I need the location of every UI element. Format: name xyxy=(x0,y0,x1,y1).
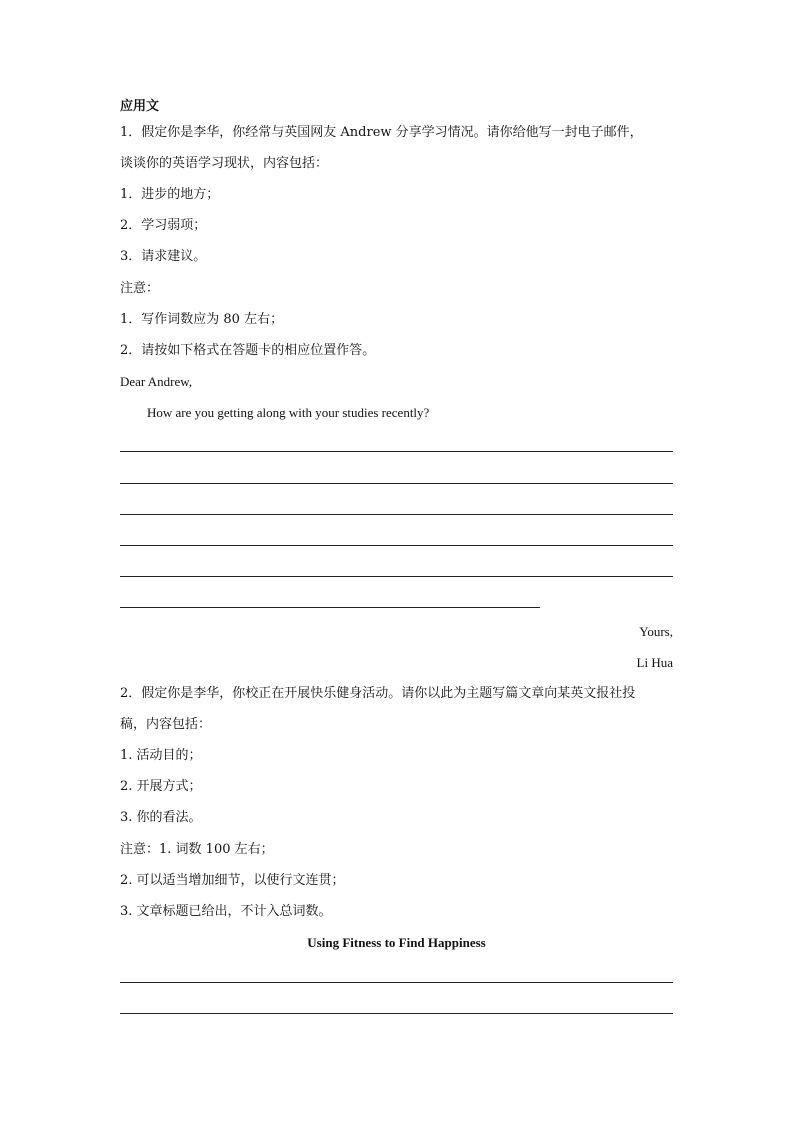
task2-prompt-line2: 稿，内容包括： xyxy=(120,717,212,732)
essay-title: Using Fitness to Find Happiness xyxy=(307,935,486,950)
answer-line xyxy=(120,576,673,577)
task1-note-1: 1．写作词数应为 80 左右； xyxy=(120,312,284,327)
task1-point-1: 1．进步的地方； xyxy=(120,187,220,202)
task2-point-3: 3. 你的看法。 xyxy=(120,810,202,825)
task2-point-2: 2. 开展方式； xyxy=(120,779,202,794)
answer-line xyxy=(120,1013,673,1014)
answer-line-short xyxy=(120,607,540,608)
letter-opening-sentence: How are you getting along with your studies recently? xyxy=(147,405,430,420)
task1-point-3: 3．请求建议。 xyxy=(120,249,207,264)
task2-point-1: 1. 活动目的； xyxy=(120,748,202,763)
letter-closing: Yours, xyxy=(639,624,673,639)
answer-line xyxy=(120,483,673,484)
answer-line xyxy=(120,982,673,983)
task1-prompt-line1: 1．假定你是李华，你经常与英国网友 Andrew 分享学习情况。请你给他写一封电子邮件， xyxy=(120,125,643,140)
task2-note-2: 2. 可以适当增加细节，以使行文连贯； xyxy=(120,873,345,888)
task2-note-3: 3. 文章标题已给出，不计入总词数。 xyxy=(120,904,332,919)
task1-note-label: 注意： xyxy=(120,281,160,296)
task2-note-1: 注意：1. 词数 100 左右； xyxy=(120,842,274,857)
letter-signature: Li Hua xyxy=(636,655,673,670)
task1-prompt-line2: 谈谈你的英语学习现状，内容包括： xyxy=(120,156,329,171)
task2-prompt-line1: 2．假定你是李华，你校正在开展快乐健身活动。请你以此为主题写篇文章向某英文报社投 xyxy=(120,686,636,701)
section-title: 应用文 xyxy=(120,99,160,114)
letter-greeting: Dear Andrew, xyxy=(120,374,193,389)
task1-point-2: 2．学习弱项； xyxy=(120,218,207,233)
answer-line xyxy=(120,451,673,452)
answer-line xyxy=(120,514,673,515)
task1-note-2: 2．请按如下格式在答题卡的相应位置作答。 xyxy=(120,343,376,358)
answer-line xyxy=(120,545,673,546)
